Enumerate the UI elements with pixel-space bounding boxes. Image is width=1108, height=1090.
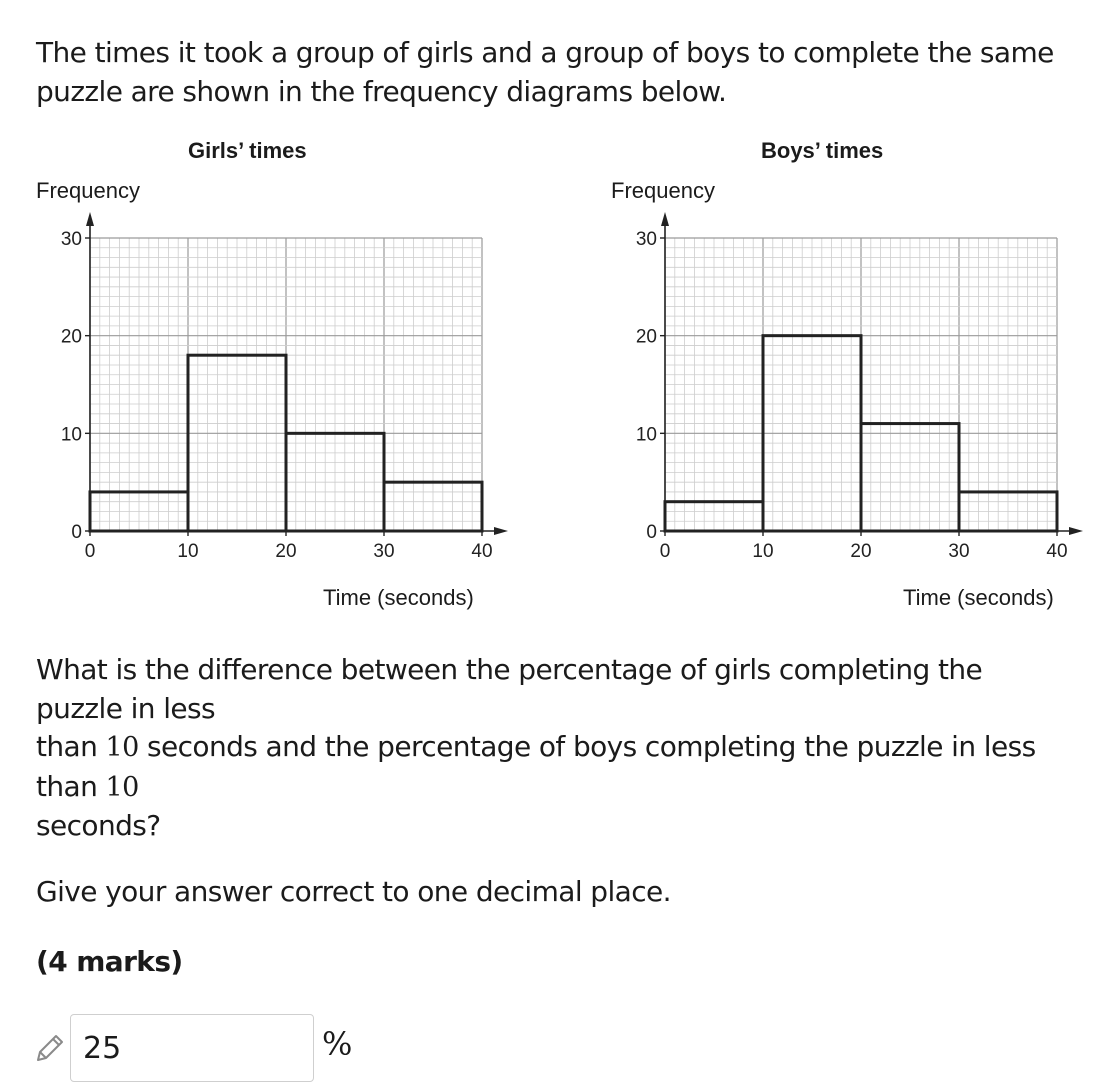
boys-x-tick-label: 10 (752, 541, 774, 562)
question-line-5: seconds? (36, 809, 161, 842)
pencil-icon (34, 1032, 66, 1068)
boys-y-axis-label: Frequency (611, 178, 715, 203)
girls-y-axis-label: Frequency (36, 178, 140, 203)
girls-x-tick-label: 40 (471, 541, 493, 562)
boys-y-axis-arrow (661, 212, 669, 226)
girls-y-axis-arrow (86, 212, 94, 226)
boys-x-tick-label: 30 (948, 541, 970, 562)
boys-y-tick-label: 20 (635, 326, 657, 348)
question-line-3 (36, 728, 1076, 768)
boys-x-axis-label: Time (seconds) (903, 585, 1054, 610)
answer-input[interactable] (70, 1014, 314, 1082)
question-intro (36, 33, 1076, 111)
boys-y-tick-label: 0 (646, 522, 657, 543)
girls-chart-title: Girls’ times (188, 138, 307, 163)
girls-x-axis-arrow (494, 527, 508, 535)
question-text-fragment: seconds and the percentage of boys completing the puzzle in less (138, 730, 1036, 763)
intro-line-2: puzzle are shown in the frequency diagrams below. (36, 75, 727, 108)
girls-x-tick-label: 0 (84, 541, 96, 562)
question-text-fragment: than (36, 730, 106, 763)
boys-x-axis-arrow (1069, 527, 1083, 535)
boys-chart-title: Boys’ times (761, 138, 884, 163)
girls-x-axis-label: Time (seconds) (323, 585, 474, 610)
question-line-4 (36, 768, 1076, 808)
girls-y-tick-label: 20 (60, 326, 82, 348)
question-number: 10 (105, 732, 139, 763)
question-line-1: What is the difference between the percentage of girls completing the (36, 653, 983, 686)
answer-unit: % (322, 1025, 353, 1063)
instruction-text: Give your answer correct to one decimal place. (36, 875, 671, 908)
marks-label: (4 marks) (36, 945, 183, 978)
girls-y-tick-label: 30 (60, 229, 82, 250)
question-line-2: puzzle in less (36, 691, 216, 725)
boys-frequency-diagram (575, 130, 1108, 620)
girls-x-tick-label: 30 (373, 541, 395, 562)
question-text-fragment: than (36, 769, 106, 803)
question-number: 10 (105, 771, 139, 803)
boys-x-tick-label: 40 (1046, 541, 1068, 562)
question-text (36, 651, 1076, 846)
girls-y-tick-label: 10 (60, 424, 82, 446)
girls-y-tick-label: 0 (71, 522, 82, 543)
boys-y-tick-label: 30 (635, 229, 657, 250)
intro-line-1: The times it took a group of girls and a group of boys to complete the same (36, 36, 1054, 69)
girls-x-tick-label: 20 (275, 541, 297, 562)
girls-frequency-diagram (0, 130, 540, 620)
boys-x-tick-label: 20 (850, 541, 872, 562)
boys-y-tick-label: 10 (635, 424, 657, 446)
girls-x-tick-label: 10 (177, 541, 199, 562)
boys-x-tick-label: 0 (659, 541, 671, 562)
